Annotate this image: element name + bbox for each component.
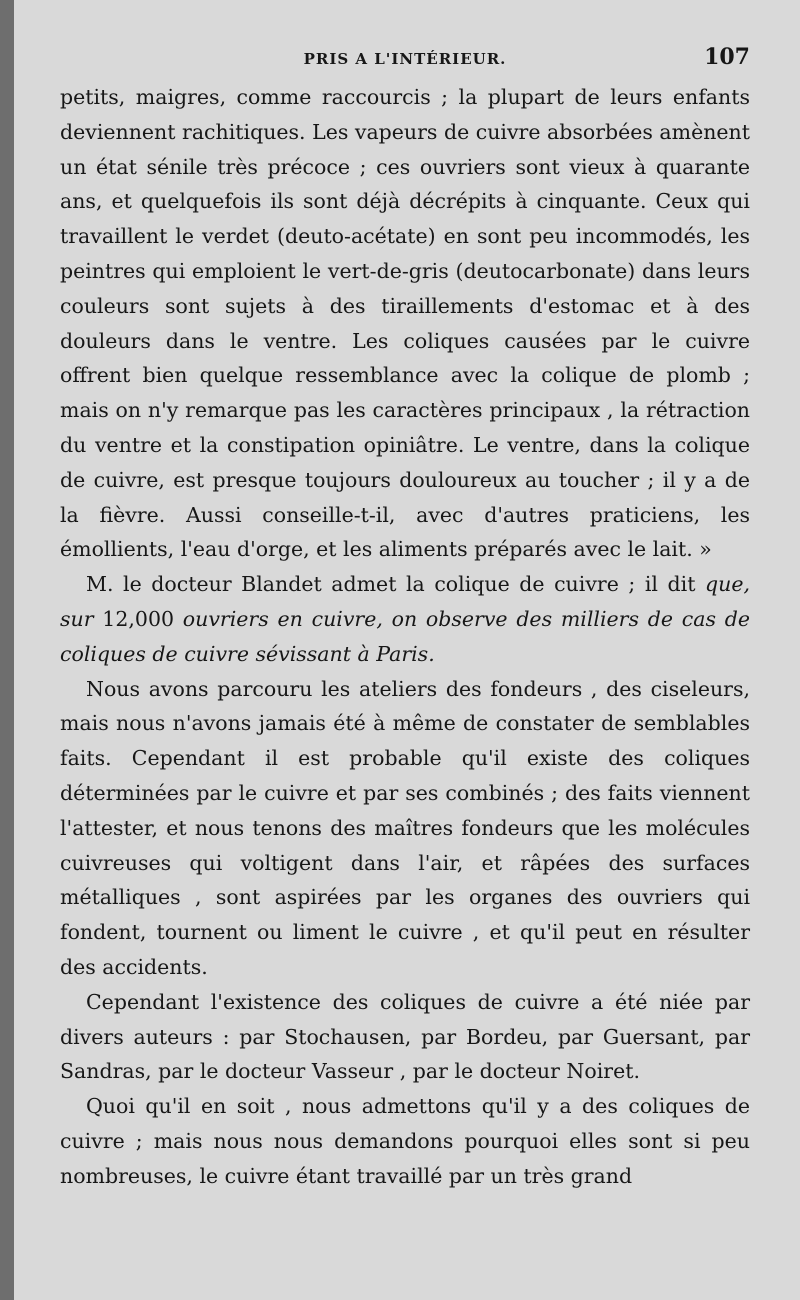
page-background <box>14 0 800 1300</box>
body-text <box>60 80 750 1194</box>
page-number: 107 <box>704 44 750 70</box>
page-header <box>60 40 750 80</box>
paragraph-ateliers: Nous avons parcouru les ateliers des fondeurs , des ciseleurs, mais nous n'avons jamais été à même de constater de semblables faits. Cependant il est probable qu'il existe des coliques déterminées par le cuivre et par ses combinés ; des faits viennent l'attester, et nous tenons des maîtres fondeurs que les molécules cuivreuses qui voltigent dans l'air, et râpées des surfaces métalliques , sont aspirées par les organes des ouvriers qui fondent, tournent ou liment le cuivre , et qu'il peut en résulter des accidents. <box>60 676 750 979</box>
italic-quote-end: ouvriers en cuivre, on observe des milliers de cas de coliques de cuivre sévissant à Paris. <box>60 606 750 666</box>
paragraph-continued: petits, maigres, comme raccourcis ; la plupart de leurs enfants deviennent rachitiques. Les vapeurs de cuivre absorbées amènent un état sénile très précoce ; ces ouvriers sont vieux à quarante ans, et quelquefois ils sont déjà décrépits à cinquante. Ceux qui travaillent le verdet (deuto-acétate) en sont peu incommodés, les peintres qui emploient le vert-de-gris (deutocarbonate) dans leurs couleurs sont sujets à des tiraillements d'estomac et à des douleurs dans le ventre. Les coliques causées par le cuivre offrent bien quelque ressemblance avec la colique de plomb ; mais on n'y remarque pas les caractères principaux , la rétraction du ventre et la constipation opiniâtre. Le ventre, dans la colique de cuivre, est presque toujours douloureux au toucher ; il y a de la fièvre. Aussi conseille-t-il, avec d'autres praticiens, les émollients, l'eau d'orge, et les aliments préparés avec le lait. » <box>60 85 751 562</box>
paragraph-authors: Cependant l'existence des coliques de cuivre a été niée par divers auteurs : par Stochausen, par Bordeu, par Guersant, par Sandras, par le docteur Vasseur , par le docteur Noiret. <box>60 989 750 1084</box>
running-head: PRIS A L'INTÉRIEUR. <box>303 50 507 68</box>
worker-count: 12,000 <box>102 606 175 631</box>
italic-quote-start: que, sur <box>60 572 750 631</box>
book-page <box>60 40 750 1260</box>
paragraph-blandet <box>60 567 750 671</box>
paragraph-conclusion: Quoi qu'il en soit , nous admettons qu'il y a des coliques de cuivre ; mais nous nous demandons pourquoi elles sont si peu nombreuses, le cuivre étant travaillé par un très grand <box>60 1094 750 1188</box>
paragraph-lead: M. le docteur Blandet admet la colique de cuivre ; il dit <box>86 572 696 597</box>
